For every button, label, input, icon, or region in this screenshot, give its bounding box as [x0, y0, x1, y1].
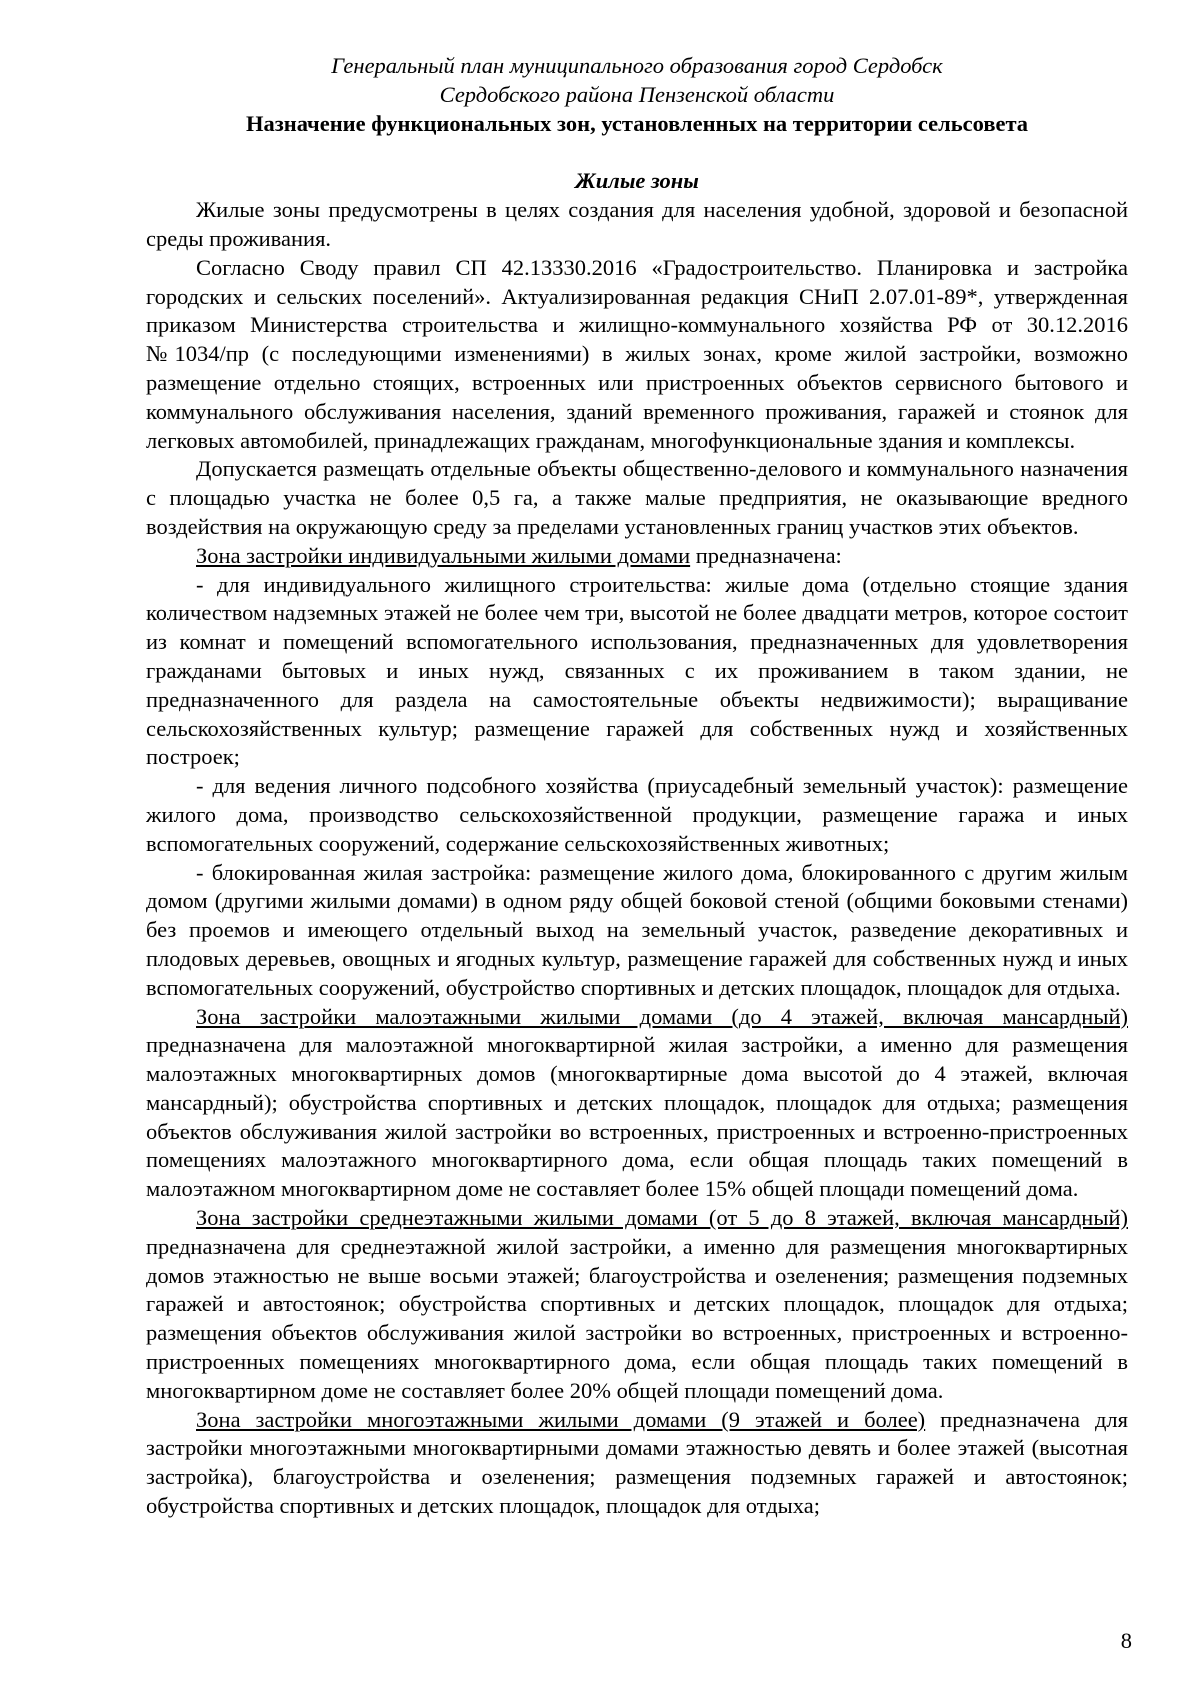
paragraph: Зона застройки индивидуальными жилыми домами предназначена: — [196, 542, 842, 568]
document-header-line-1: Генеральный план муниципального образования город Сердобск — [331, 53, 943, 78]
document-header-line-2: Сердобского района Пензенской области — [439, 81, 835, 107]
paragraph: Зона застройки среднеэтажными жилыми домами (от 5 до 8 этажей, включая мансардный) предназначена для среднеэтажной жилой застройки, а именно для размещения многоквартирных домов этажностью не выше восьми этажей; благоустройства и озеленения; размещения подземных гаражей и автостоянок; обустройства спортивных и детских площадок, площадок для отдыха; размещения объектов обслуживания жилой застройки во встроенных, пристроенных и встроенно-пристроенных помещениях многоквартирного дома, если общая площадь таких помещений в многоквартирном доме не составляет более 20% общей площади помещений дома. — [146, 1205, 1128, 1403]
zone-name: Зона застройки индивидуальными жилыми домами — [196, 542, 691, 568]
paragraph: Допускается размещать отдельные объекты общественно-делового и коммунального назначения с площадью участка не более 0,5 га, а также малые предприятия, не оказывающие вредного воздействия на окружающую среду за пределами установленных границ участков этих объектов. — [146, 456, 1128, 539]
paragraph: Зона застройки малоэтажными жилыми домами (до 4 этажей, включая мансардный) предназначена для малоэтажной многоквартирной жилая застройки, а именно для размещения малоэтажных многоквартирных домов (многоквартирные дома высотой до 4 этажей, включая мансардный); обустройства спортивных и детских площадок, площадок для отдыха; размещения объектов обслуживания жилой застройки во встроенных, пристроенных и встроенно-пристроенных помещениях малоэтажного многоквартирного дома, если общая площадь таких помещений в малоэтажном многоквартирном доме не составляет более 15% общей площади помещений дома. — [146, 1003, 1128, 1202]
paragraph: - блокированная жилая застройка: размещение жилого дома, блокированного с другим жилым домом (другими жилыми домами) в одном ряду общей боковой стеной (общими боковыми стенами) без проемов и имеющего отдельный выход на земельный участок, разведение декоративных и плодовых деревьев, овощных и ягодных культур, размещение гаражей для собственных нужд и иных вспомогательных сооружений, обустройство спортивных и детских площадок, площадок для отдыха. — [146, 859, 1128, 1000]
zone-name: Зона застройки многоэтажными жилыми домами (9 этажей и более) — [196, 1406, 926, 1432]
paragraph: - для ведения личного подсобного хозяйства (приусадебный земельный участок): размещение жилого дома, производство сельскохозяйственной продукции, размещение гаража и иных вспомогательных сооружений, содержание сельскохозяйственных животных; — [146, 773, 1128, 856]
section-title: Жилые зоны — [575, 168, 699, 194]
document-title: Назначение функциональных зон, установленных на территории сельсовета — [245, 110, 1029, 136]
paragraph: Жилые зоны предусмотрены в целях создания для населения удобной, здоровой и безопасной среды проживания. — [146, 197, 1128, 251]
zone-name: Зона застройки малоэтажными жилыми домами (до 4 этажей, включая мансардный) — [196, 1003, 1128, 1029]
page-number: 8 — [1120, 1628, 1132, 1653]
document-page — [146, 52, 1128, 1521]
zone-name: Зона застройки среднеэтажными жилыми домами (от 5 до 8 этажей, включая мансардный) — [196, 1205, 1128, 1231]
paragraph: - для индивидуального жилищного строительства: жилые дома (отдельно стоящие здания количеством надземных этажей не более чем три, высотой не более двадцати метров, которое состоит из комнат и помещений вспомогательного использования, предназначенных для удовлетворения гражданами бытовых и иных нужд, связанных с их проживанием в таком здании, не предназначенного для раздела на самостоятельные объекты недвижимости); выращивание сельскохозяйственных культур; размещение гаражей для собственных нужд и хозяйственных построек; — [146, 571, 1128, 770]
paragraph: Зона застройки многоэтажными жилыми домами (9 этажей и более) предназначена для застройки многоэтажными многоквартирными домами этажностью девять и более этажей (высотная застройка), благоустройства и озеленения; размещения подземных гаражей и автостоянок; обустройства спортивных и детских площадок, площадок для отдыха; — [146, 1406, 1129, 1519]
paragraph: Согласно Своду правил СП 42.13330.2016 «Градостроительство. Планировка и застройка городских и сельских поселений». Актуализированная редакция СНиП 2.07.01-89*, утвержденная приказом Министерства строительства и жилищно-коммунального хозяйства РФ от 30.12.2016 №1034/пр (с последующими изменениями) в жилых зонах, кроме жилой застройки, возможно размещение отдельно стоящих, встроенных или пристроенных объектов сервисного бытового и коммунального обслуживания населения, зданий временного проживания, гаражей и стоянок для легковых автомобилей, принадлежащих гражданам, многофункциональные здания и комплексы. — [146, 254, 1128, 453]
